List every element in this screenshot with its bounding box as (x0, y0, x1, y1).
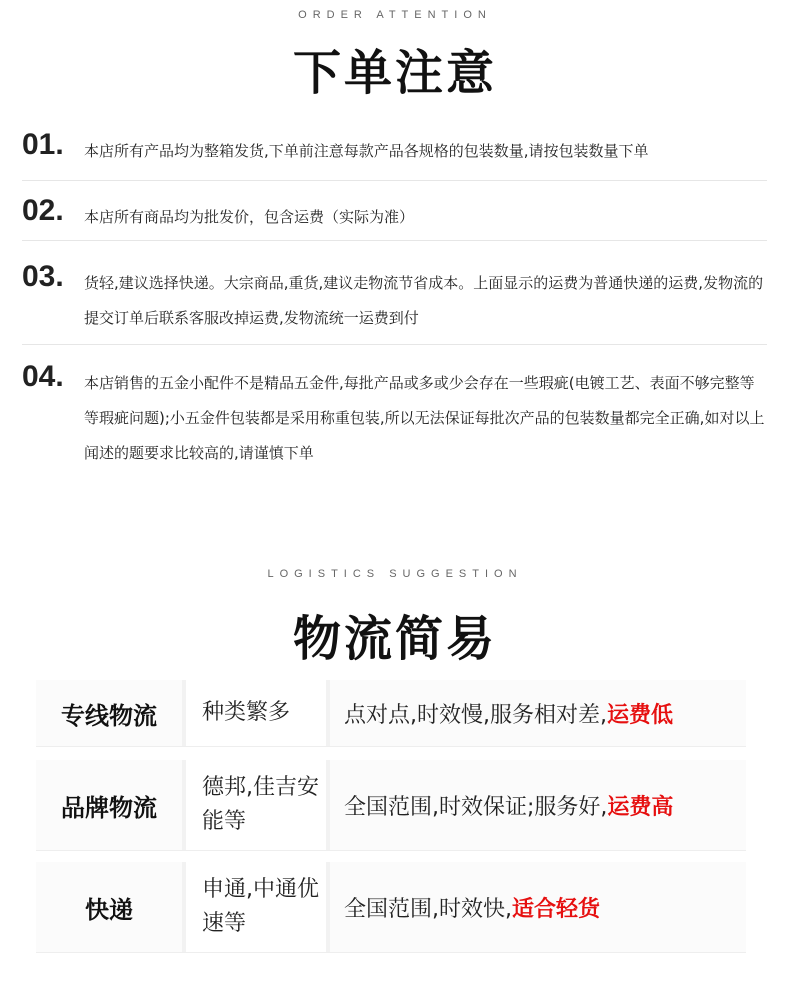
notice-text: 本店销售的五金小配件不是精品五金件,每批产品或多或少会存在一些瑕疵(电镀工艺、表面不够完整等等瑕疵问题);小五金件包装都是采用称重包装,所以无法保证每批次产品的包装数量都完全正确,如对以上闻述的题要求比较高的,请谨慎下单 (84, 374, 765, 462)
notice-number: 04. (22, 360, 64, 393)
logistics-title: 物流简易 (292, 611, 497, 667)
notice-item-4 (22, 360, 767, 482)
logistics-desc (330, 760, 746, 850)
logistics-row-3 (36, 862, 746, 953)
notice-number: 02. (22, 194, 64, 227)
order-attention-subtitle: ORDER ATTENTION (298, 9, 492, 21)
order-attention-title: 下单注意 (292, 45, 497, 101)
logistics-subtitle: LOGISTICS SUGGESTION (267, 568, 523, 580)
notice-text: 货轻,建议选择快递。大宗商品,重货,建议走物流节省成本。上面显示的运费为普通快递的运费,发物流的提交订单后联系客服改掉运费,发物流统一运费到付 (84, 274, 764, 327)
logistics-name: 快递 (36, 862, 182, 952)
logistics-highlight: 运费高 (607, 794, 674, 820)
logistics-row-1 (36, 680, 746, 747)
logistics-desc (330, 862, 746, 952)
logistics-desc-text: 全国范围,时效保证;服务好, (344, 794, 608, 820)
notice-number: 01. (22, 128, 64, 161)
logistics-name: 专线物流 (36, 680, 182, 746)
logistics-highlight: 运费低 (606, 702, 673, 728)
logistics-type: 德邦,佳吉安能等 (202, 775, 319, 834)
notice-text: 本店所有产品均为整箱发货,下单前注意每款产品各规格的包装数量,请按包装数量下单 (84, 142, 649, 160)
notice-item-3 (22, 260, 767, 345)
logistics-desc-text: 全国范围,时效快, (344, 896, 512, 922)
notice-number: 03. (22, 260, 64, 293)
logistics-desc-text: 点对点,时效慢,服务相对差, (344, 702, 607, 728)
logistics-highlight: 适合轻货 (512, 896, 601, 922)
logistics-type: 种类繁多 (202, 700, 291, 725)
logistics-type: 申通,中通优速等 (202, 877, 319, 936)
logistics-desc (330, 680, 746, 746)
notice-item-1 (22, 128, 767, 181)
notice-item-2 (22, 194, 767, 241)
logistics-name: 品牌物流 (36, 760, 182, 850)
logistics-row-2 (36, 760, 746, 851)
notice-text: 本店所有商品均为批发价，包含运费（实际为准） (84, 208, 415, 226)
